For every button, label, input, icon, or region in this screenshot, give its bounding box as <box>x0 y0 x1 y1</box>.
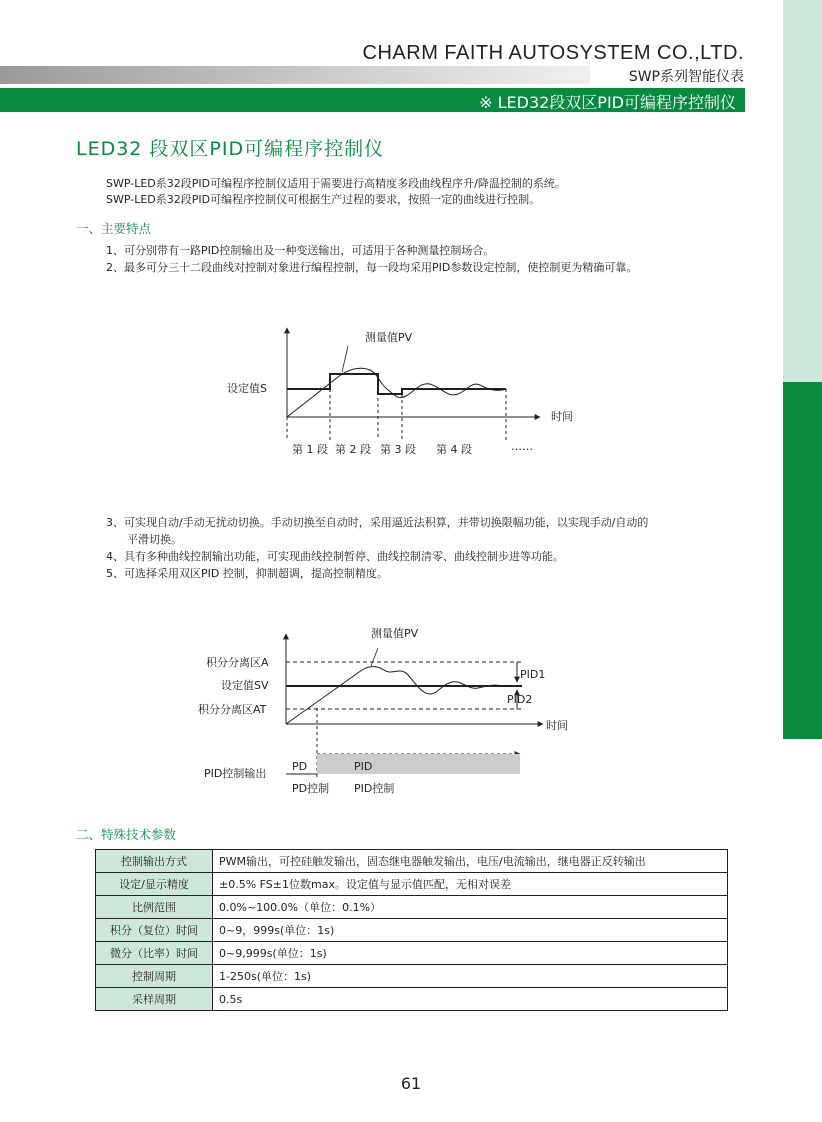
spec-value: ±0.5% FS±1位数max。设定值与显示值匹配，无相对误差 <box>213 873 728 896</box>
pid-output-area <box>317 754 520 774</box>
feature-item-2: 2、最多可分三十二段曲线对控制对象进行编程控制，每一段均采用PID参数设定控制，使控制更为精确可靠。 <box>106 261 638 274</box>
feature-item-3-cont: 平滑切换。 <box>127 533 182 546</box>
spec-label: 设定/显示精度 <box>96 873 213 896</box>
measured-curve <box>286 667 502 724</box>
pv-pointer <box>342 346 348 372</box>
table-row <box>96 942 728 965</box>
sv-label: 设定值S <box>227 382 267 395</box>
feature-item-1: 1、可分别带有一路PID控制输出及一种变送输出，可适用于各种测量控制场合。 <box>106 244 495 257</box>
feature-item-5: 5、可选择采用双区PID 控制，抑制超调，提高控制精度。 <box>106 567 388 580</box>
segment-label-4: 第 4 段 <box>436 443 472 456</box>
time-label: 时间 <box>551 410 573 423</box>
program-curve-diagram <box>220 322 573 462</box>
segment-label-2: 第 2 段 <box>335 443 371 456</box>
spec-value: 0~9,999s(单位：1s) <box>213 942 728 965</box>
page-number: 61 <box>400 1074 422 1093</box>
header-gray-bar <box>0 66 590 84</box>
pv-pointer <box>371 648 378 666</box>
pd-control-label: PD控制 <box>292 782 330 795</box>
table-row <box>96 873 728 896</box>
series-name: SWP系列智能仪表 <box>628 69 744 85</box>
segment-ellipsis: …… <box>511 440 533 453</box>
table-row <box>96 850 728 873</box>
pid-label: PID <box>354 760 373 773</box>
company-name: CHARM FAITH AUTOSYSTEM CO.,LTD. <box>362 42 744 64</box>
zone-at-label: 积分分离区AT <box>198 703 267 716</box>
spec-label: 比例范围 <box>96 896 213 919</box>
feature-item-3: 3、可实现自动/手动无扰动切换。手动切换至自动时，采用逼近法积算，并带切换限幅功能，以实现手动/自动的 <box>106 516 649 529</box>
spec-label: 控制输出方式 <box>96 850 213 873</box>
table-row <box>96 919 728 942</box>
table-row <box>96 896 728 919</box>
spec-value: 0.5s <box>213 988 728 1011</box>
sv-label: 设定值SV <box>221 679 269 692</box>
pv-label: 测量值PV <box>371 627 419 640</box>
intro-line-2: SWP-LED系32段PID可编程序控制仪可根据生产过程的要求，按照一定的曲线进行控制。 <box>106 193 541 206</box>
spec-label: 控制周期 <box>96 965 213 988</box>
segment-label-3: 第 3 段 <box>380 443 416 456</box>
output-label: PID控制输出 <box>204 767 267 780</box>
side-bar-dark <box>783 382 822 739</box>
pid2-label: PID2 <box>507 693 533 706</box>
pid1-label: PID1 <box>520 668 546 681</box>
spec-value: PWM输出，可控硅触发输出，固态继电器触发输出，电压/电流输出，继电器正反转输出 <box>213 850 728 873</box>
table-row <box>96 965 728 988</box>
spec-label: 采样周期 <box>96 988 213 1011</box>
page-title: LED32 段双区PID可编程序控制仪 <box>76 138 385 160</box>
side-bar-light <box>783 0 822 382</box>
specs-table <box>95 849 728 1011</box>
spec-value: 0~9，999s(单位：1s) <box>213 919 728 942</box>
spec-value: 0.0%~100.0%（单位：0.1%） <box>213 896 728 919</box>
section-2-heading: 二、特殊技术参数 <box>76 827 177 842</box>
segment-label-1: 第 1 段 <box>292 443 328 456</box>
intro-line-1: SWP-LED系32段PID可编程序控制仪适用于需要进行高精度多段曲线程序升/降温控制的系统。 <box>106 177 566 190</box>
dual-zone-pid-diagram <box>190 620 590 802</box>
feature-item-4: 4、具有多种曲线控制输出功能，可实现曲线控制暂停、曲线控制清零、曲线控制步进等功能。 <box>106 550 564 563</box>
section-1-heading: 一、主要特点 <box>76 221 152 236</box>
pid-control-label: PID控制 <box>354 782 395 795</box>
banner-title: ※ LED32段双区PID可编程序控制仪 <box>479 93 736 112</box>
pd-label: PD <box>292 760 308 773</box>
spec-value: 1-250s(单位：1s) <box>213 965 728 988</box>
table-row <box>96 988 728 1011</box>
time-label: 时间 <box>546 719 568 732</box>
spec-label: 微分（比率）时间 <box>96 942 213 965</box>
pv-label: 测量值PV <box>365 331 413 344</box>
measured-curve <box>287 368 506 417</box>
spec-label: 积分（复位）时间 <box>96 919 213 942</box>
zone-a-label: 积分分离区A <box>206 656 269 669</box>
